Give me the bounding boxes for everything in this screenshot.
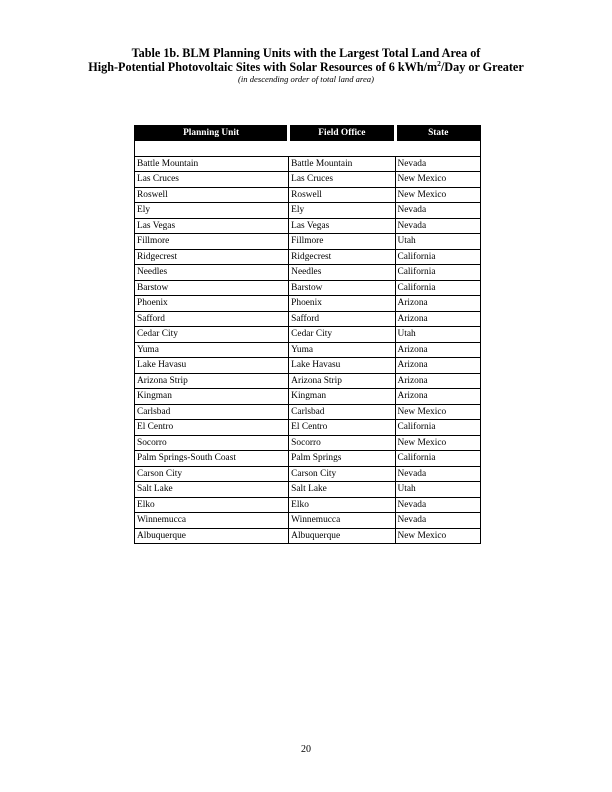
state-cell: Nevada bbox=[395, 218, 481, 234]
field-office-cell: Needles bbox=[289, 265, 395, 281]
planning-unit-cell: Albuquerque bbox=[135, 528, 289, 544]
table-row bbox=[135, 420, 481, 436]
field-office-cell: Salt Lake bbox=[289, 482, 395, 498]
state-cell: New Mexico bbox=[395, 404, 481, 420]
planning-unit-cell: Carlsbad bbox=[135, 404, 289, 420]
planning-unit-cell: Lake Havasu bbox=[135, 358, 289, 374]
field-office-cell: Phoenix bbox=[289, 296, 395, 312]
planning-unit-cell: Salt Lake bbox=[135, 482, 289, 498]
field-office-cell: Winnemucca bbox=[289, 513, 395, 529]
state-cell: Utah bbox=[395, 482, 481, 498]
state-cell: Arizona bbox=[395, 373, 481, 389]
planning-units-table bbox=[134, 125, 481, 544]
state-cell: Arizona bbox=[395, 358, 481, 374]
field-office-cell: Roswell bbox=[289, 187, 395, 203]
planning-unit-cell: Carson City bbox=[135, 466, 289, 482]
field-office-cell: Las Vegas bbox=[289, 218, 395, 234]
planning-unit-cell: Kingman bbox=[135, 389, 289, 405]
planning-unit-cell: Cedar City bbox=[135, 327, 289, 343]
field-office-cell: El Centro bbox=[289, 420, 395, 436]
state-cell: California bbox=[395, 280, 481, 296]
header-spacer bbox=[135, 141, 481, 157]
field-office-cell: Safford bbox=[289, 311, 395, 327]
planning-unit-cell: Yuma bbox=[135, 342, 289, 358]
table-row bbox=[135, 218, 481, 234]
header-planning-unit: Planning Unit bbox=[135, 126, 289, 141]
table-row bbox=[135, 280, 481, 296]
state-cell: California bbox=[395, 451, 481, 467]
table-row bbox=[135, 389, 481, 405]
table-row bbox=[135, 358, 481, 374]
field-office-cell: Albuquerque bbox=[289, 528, 395, 544]
table-row bbox=[135, 156, 481, 172]
field-office-cell: Ridgecrest bbox=[289, 249, 395, 265]
field-office-cell: Las Cruces bbox=[289, 172, 395, 188]
table-row bbox=[135, 172, 481, 188]
table-row bbox=[135, 265, 481, 281]
title-line-2-suffix: /Day or Greater bbox=[440, 60, 524, 74]
state-cell: California bbox=[395, 249, 481, 265]
table-row bbox=[135, 528, 481, 544]
table-header-row bbox=[135, 126, 481, 141]
field-office-cell: Carlsbad bbox=[289, 404, 395, 420]
planning-unit-cell: El Centro bbox=[135, 420, 289, 436]
table-body bbox=[135, 156, 481, 544]
table-row bbox=[135, 482, 481, 498]
field-office-cell: Barstow bbox=[289, 280, 395, 296]
table-row bbox=[135, 296, 481, 312]
title-line-2-text: High-Potential Photovoltaic Sites with Solar Resources of 6 kWh/m bbox=[88, 60, 438, 74]
field-office-cell: Socorro bbox=[289, 435, 395, 451]
planning-unit-cell: Ely bbox=[135, 203, 289, 219]
table-row bbox=[135, 435, 481, 451]
state-cell: Arizona bbox=[395, 389, 481, 405]
planning-unit-cell: Needles bbox=[135, 265, 289, 281]
table-row bbox=[135, 404, 481, 420]
table-title-line-2 bbox=[0, 60, 612, 74]
header-state: State bbox=[395, 126, 481, 141]
state-cell: New Mexico bbox=[395, 172, 481, 188]
table-row bbox=[135, 203, 481, 219]
field-office-cell: Battle Mountain bbox=[289, 156, 395, 172]
state-cell: New Mexico bbox=[395, 435, 481, 451]
planning-unit-cell: Socorro bbox=[135, 435, 289, 451]
field-office-cell: Ely bbox=[289, 203, 395, 219]
table-title-block bbox=[0, 46, 612, 85]
state-cell: Nevada bbox=[395, 466, 481, 482]
table-row bbox=[135, 451, 481, 467]
state-cell: Utah bbox=[395, 234, 481, 250]
field-office-cell: Yuma bbox=[289, 342, 395, 358]
field-office-cell: Kingman bbox=[289, 389, 395, 405]
field-office-cell: Elko bbox=[289, 497, 395, 513]
table-row bbox=[135, 311, 481, 327]
state-cell: Nevada bbox=[395, 203, 481, 219]
state-cell: Arizona bbox=[395, 311, 481, 327]
field-office-cell: Arizona Strip bbox=[289, 373, 395, 389]
planning-unit-cell: Barstow bbox=[135, 280, 289, 296]
field-office-cell: Lake Havasu bbox=[289, 358, 395, 374]
table-row bbox=[135, 373, 481, 389]
planning-unit-cell: Palm Springs-South Coast bbox=[135, 451, 289, 467]
field-office-cell: Fillmore bbox=[289, 234, 395, 250]
header-field-office: Field Office bbox=[289, 126, 395, 141]
field-office-cell: Cedar City bbox=[289, 327, 395, 343]
planning-unit-cell: Phoenix bbox=[135, 296, 289, 312]
planning-unit-cell: Winnemucca bbox=[135, 513, 289, 529]
table-row bbox=[135, 327, 481, 343]
state-cell: New Mexico bbox=[395, 528, 481, 544]
state-cell: Utah bbox=[395, 327, 481, 343]
table-row bbox=[135, 249, 481, 265]
table-row bbox=[135, 466, 481, 482]
table-row bbox=[135, 342, 481, 358]
table-row bbox=[135, 187, 481, 203]
state-cell: Arizona bbox=[395, 342, 481, 358]
page-number: 20 bbox=[301, 744, 311, 755]
field-office-cell: Carson City bbox=[289, 466, 395, 482]
planning-unit-cell: Fillmore bbox=[135, 234, 289, 250]
state-cell: New Mexico bbox=[395, 187, 481, 203]
state-cell: Arizona bbox=[395, 296, 481, 312]
planning-unit-cell: Las Vegas bbox=[135, 218, 289, 234]
planning-unit-cell: Las Cruces bbox=[135, 172, 289, 188]
state-cell: Nevada bbox=[395, 513, 481, 529]
state-cell: California bbox=[395, 420, 481, 436]
planning-unit-cell: Safford bbox=[135, 311, 289, 327]
planning-unit-cell: Arizona Strip bbox=[135, 373, 289, 389]
state-cell: California bbox=[395, 265, 481, 281]
table-row bbox=[135, 234, 481, 250]
table-title-line-1: Table 1b. BLM Planning Units with the Largest Total Land Area of bbox=[131, 46, 481, 60]
planning-unit-cell: Ridgecrest bbox=[135, 249, 289, 265]
state-cell: Nevada bbox=[395, 497, 481, 513]
state-cell: Nevada bbox=[395, 156, 481, 172]
superscript-2: 2 bbox=[437, 59, 441, 68]
planning-unit-cell: Battle Mountain bbox=[135, 156, 289, 172]
table-subtitle: (in descending order of total land area) bbox=[238, 74, 374, 84]
planning-unit-cell: Roswell bbox=[135, 187, 289, 203]
table-row bbox=[135, 497, 481, 513]
table-row bbox=[135, 513, 481, 529]
planning-unit-cell: Elko bbox=[135, 497, 289, 513]
field-office-cell: Palm Springs bbox=[289, 451, 395, 467]
